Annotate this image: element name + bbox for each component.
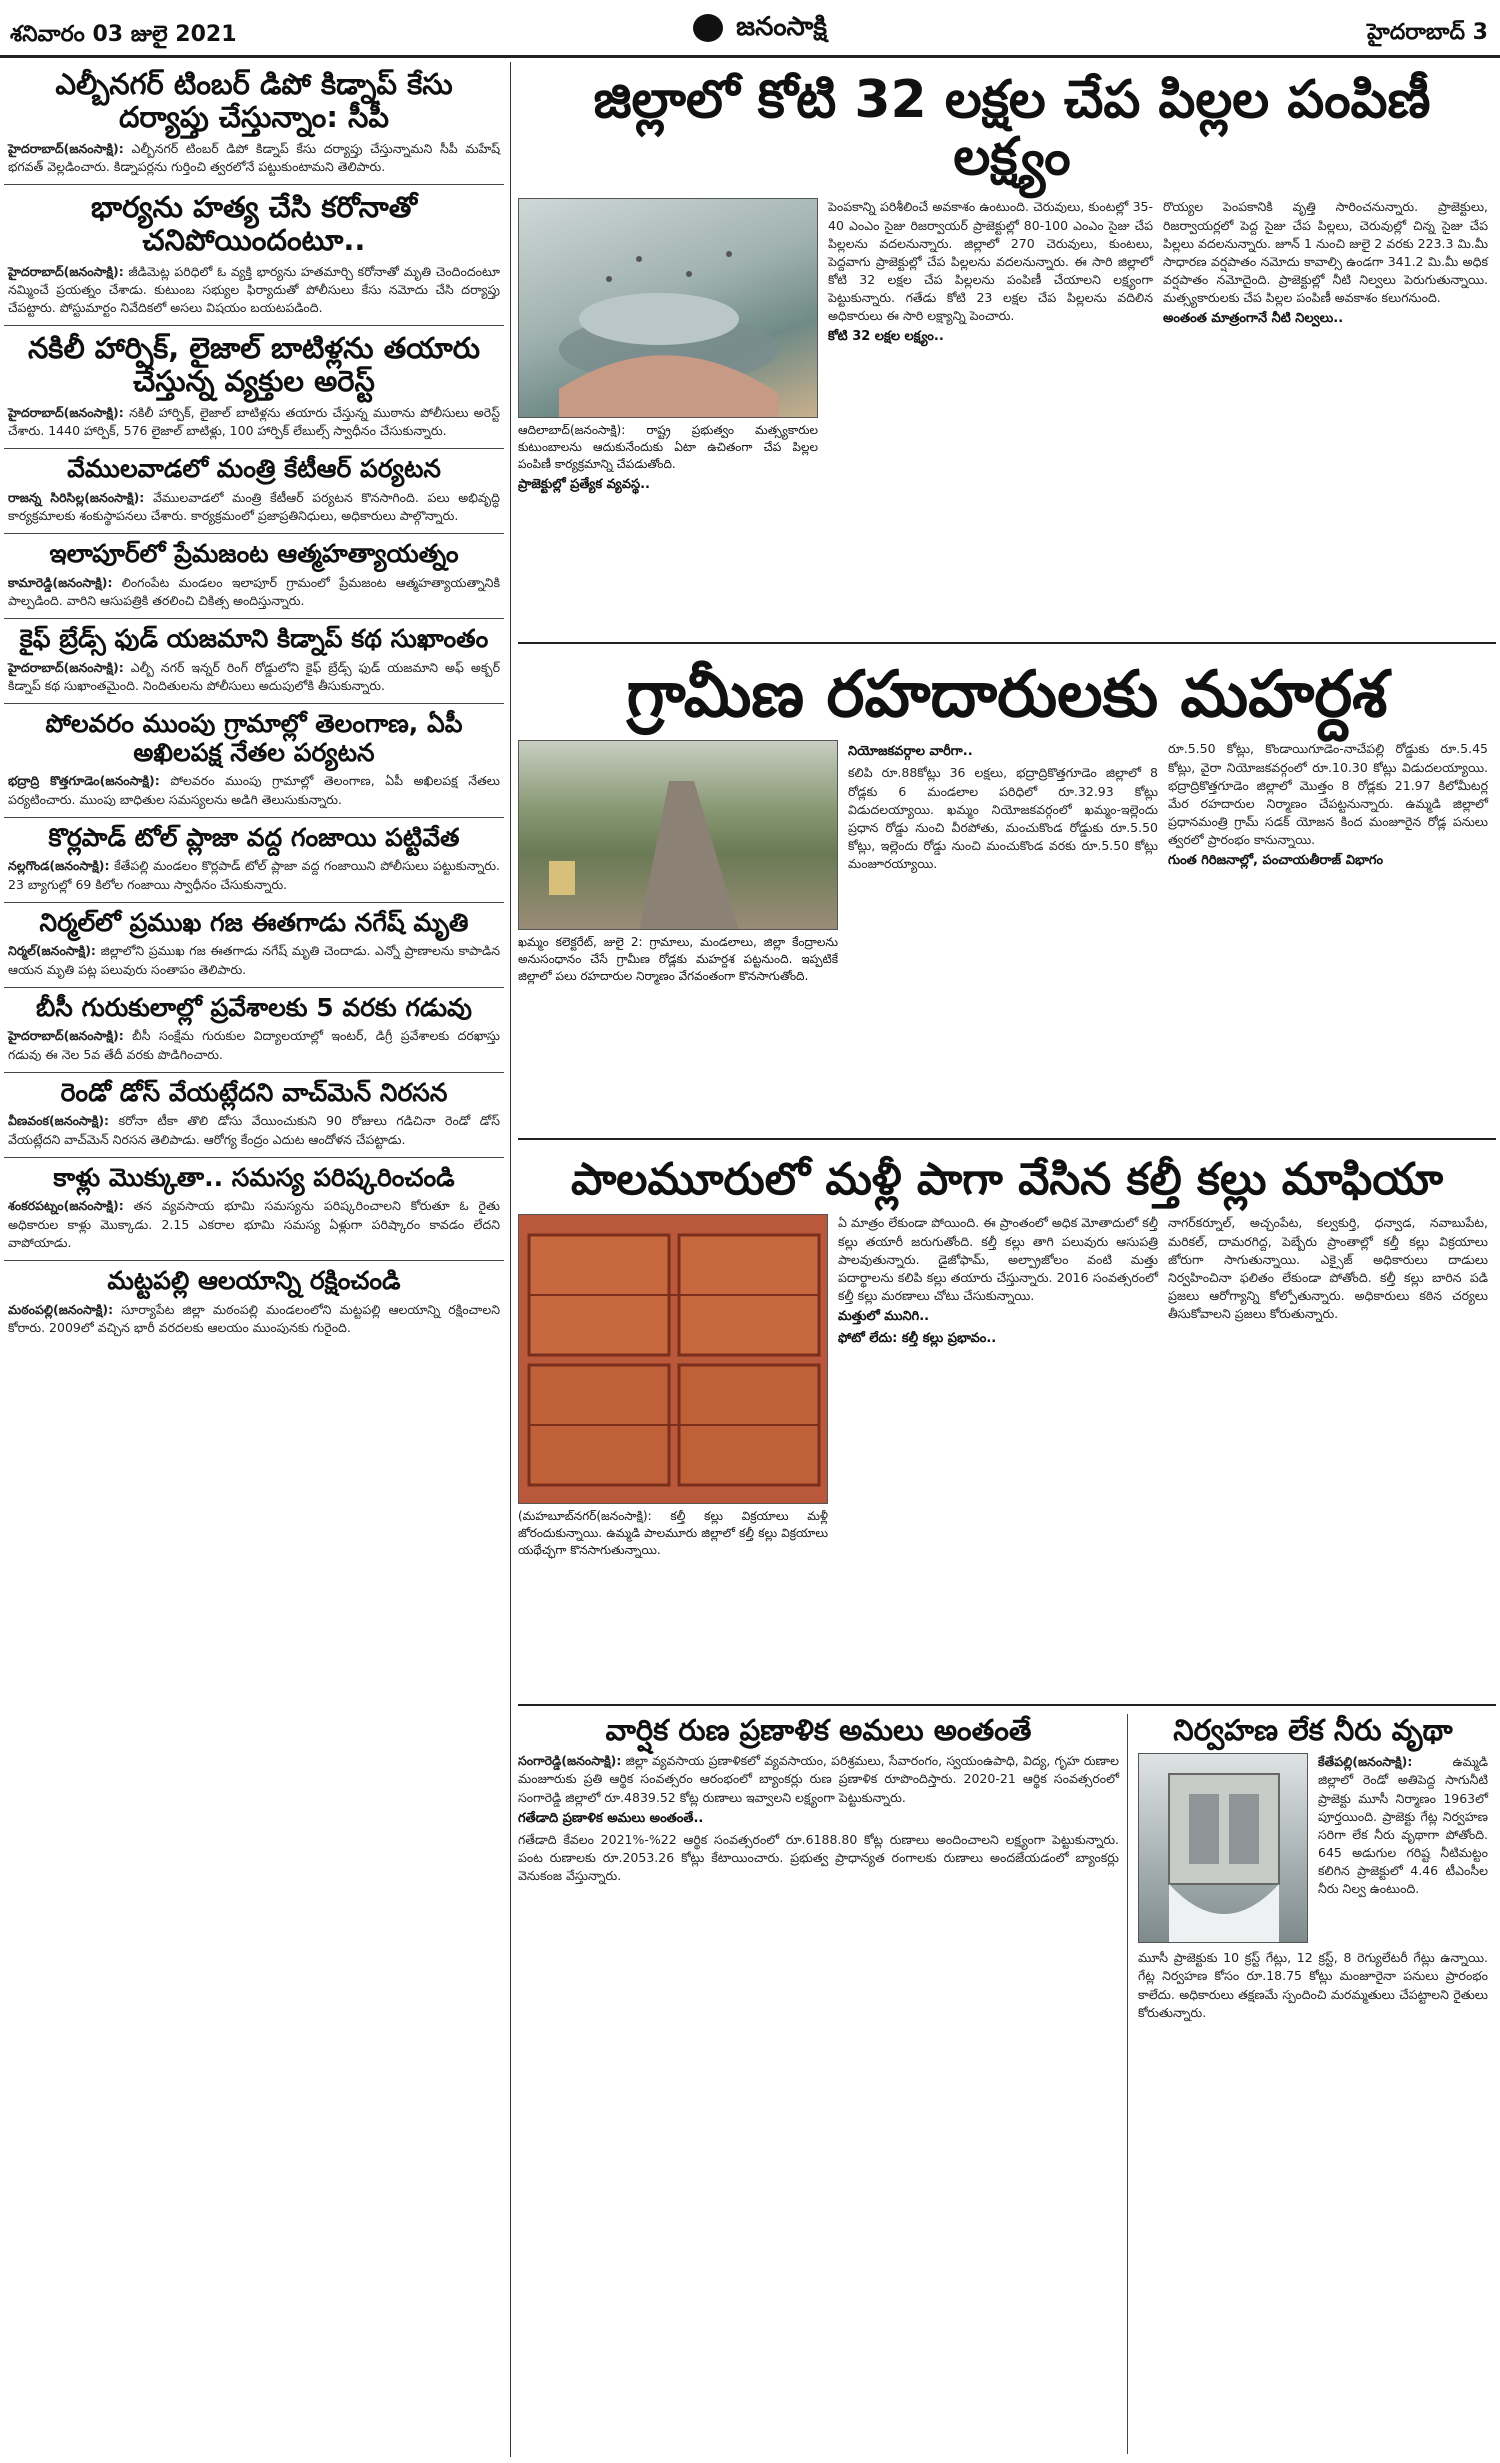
news-story [4,62,504,185]
story-body: కేతేపల్లి(జనంసాక్షి): ఉమ్మడి జిల్లాలో రెండో అతిపెద్ద సాగునీటి ప్రాజెక్టు మూసీ నిర్మాణం 1963లో పూర్తయింది. ప్రాజెక్టు గేట్ల నిర్వహణ సరిగా లేక నీరు వృథాగా పోతోంది. 645 అడుగుల గరిష్ట నీటిమట్టం కలిగిన ప్రాజెక్టులో 4.46 టీఎంసీల నీరు నిల్వ ఉంటుంది. [1318,1754,1488,1897]
fish-in-hand-icon [519,199,818,418]
news-story [4,1261,504,1345]
story-headline: వేములవాడలో మంత్రి కేటీఆర్ పర్యటన [67,453,441,483]
story-headline: కైఫ్ బ్రేడ్స్ ఫుడ్ యజమాని కిడ్నాప్ కథ సుఖాంతం [19,623,489,653]
fish-distribution-story [518,62,1496,644]
story-headline: జిల్లాలో కోటి 32 లక్షల చేప పిల్లల పంపిణీ లక్ష్యం [593,70,1431,188]
crates-icon [519,1215,828,1504]
city-page-number: హైదరాబాద్ 3 [1367,20,1488,45]
story-headline: కొర్లపాడ్ టోల్ ప్లాజా వద్ద గంజాయి పట్టివేత [48,822,460,852]
story-body: మఠంపల్లి(జనంసాక్షి): సూర్యాపేట జిల్లా మఠంపల్లి మండలంలోని మట్టపల్లి ఆలయాన్ని రక్షించాలని కోరారు. 2009లో వచ్చిన భారీ వరదలకు ఆలయం ముంపునకు గురైంది. [8,1301,500,1335]
news-story [4,1073,504,1158]
story-body: హైదరాబాద్(జనంసాక్షి): నకిలీ హార్పిక్, లైజాల్ బాటిళ్లను తయారు చేస్తున్న ముఠాను పోలీసులు అరెస్ట్ చేశారు. 1440 హార్పిక్, 576 లైజాల్ బాటిళ్లు, 100 హార్పిక్ లేబుల్స్ స్వాధీనం చేసుకున్నారు. [8,404,500,438]
left-news-column [4,62,511,2457]
story-headline: నకిలీ హార్పిక్, లైజాల్ బాటిళ్లను తయారు చేస్తున్న వ్యక్తుల అరెస్ట్ [27,331,481,399]
story-headline: బీసీ గురుకులాల్లో ప్రవేశాలకు 5 వరకు గడువు [35,992,473,1022]
news-story [4,818,504,903]
story-subhead: నియోజకవర్గాల వారీగా.. [848,744,973,760]
story-column-text: నాగర్‌కర్నూల్, అచ్చంపేట, కల్వకుర్తి, ధన్వాడ, నవాబుపేట, మరికల్, దామరగిద్ద, పెబ్బేరు ప్రాంతాల్లో కల్తీ కల్లు విక్రయాలు జోరుగా సాగుతున్నాయి. ఎక్సైజ్ అధికారులు దాడులు నిర్వహించినా ఫలితం లేకుండా పోతోంది. కల్తీ కల్లు బారిన పడి ప్రజలు ఆరోగ్యాన్ని కోల్పోతున్నారు. అధికారులు కఠిన చర్యలు తీసుకోవాలని ప్రజలు కోరుతున్నారు. [1168,1215,1488,1322]
story-body: నిర్మల్(జనంసాక్షి): జిల్లాలోని ప్రముఖ గజ ఈతగాడు నగేష్ మృతి చెందాడు. ఎన్నో ప్రాణాలను కాపాడిన ఆయన మృతి పట్ల పలువురు సంతాపం తెలిపారు. [8,943,500,977]
news-story [4,1158,504,1261]
toddy-crates-photo [518,1214,828,1504]
issue-date: శనివారం 03 జులై 2021 [10,22,237,47]
news-story [4,988,504,1073]
news-story [4,449,504,534]
story-body: నల్లగొండ(జనంసాక్షి): కేతేపల్లి మండలం కొర్లపాడ్ టోల్ ప్లాజా వద్ద గంజాయిని పోలీసులు పట్టుకున్నారు. 23 బ్యాగుల్లో 69 కిలోల గంజాయి స్వాధీనం చేసుకున్నారు. [8,858,500,892]
story-column-text: గతేడాది కేవలం 2021%-%22 ఆర్థిక సంవత్సరంలో రూ.6188.80 కోట్ల రుణాలు అందించాలని లక్ష్యంగా పెట్టుకున్నారు. పంట రుణాలకు రూ.2053.26 కోట్లు కేటాయించారు. ప్రభుత్వ ప్రాధాన్యత రంగాలకు రుణాలు అందజేయడంలో బ్యాంకర్లు వెనుకంజ వేస్తున్నారు. [518,1831,1119,1883]
story-column-text: రొయ్యల పెంపకానికి వృత్తి సారించనున్నారు. ప్రాజెక్టులు, రిజర్వాయర్లలో పెద్ద సైజు చేప పిల్లలు, చెరువుల్లో చిన్న సైజు చేప పిల్లలు వదలనున్నారు. జూన్ 1 నుంచి జులై 2 వరకు 223.3 మి.మీ సాధారణ వర్షపాతం నమోదు కావాల్సి ఉండగా 341.2 మి.మీ అధిక వర్షపాతం నమోదైంది. ప్రాజెక్టుల్లో నీటి నిల్వలు పెరుగుతున్నాయి. మత్స్యకారులకు చేప పిల్లల పంపిణీ అవకాశం కలుగనుంది. [1163,199,1488,305]
story-subhead: గుంత గిరిజనాల్లో, పంచాయతీరాజ్ విభాగం [1168,853,1384,869]
story-headline: ఎల్బీనగర్ టింబర్ డిపో కిడ్నాప్ కేసు దర్యాప్తు చేస్తున్నాం: సీపీ [55,67,453,135]
story-column-text: మూసీ ప్రాజెక్టుకు 10 క్రస్ట్ గేట్లు, 12 క్రస్ట్, 8 రెగ్యులేటరీ గేట్లు ఉన్నాయి. గేట్ల నిర్వహణ కోసం రూ.18.75 కోట్లు మంజూరైనా పనులు ప్రారంభం కాలేదు. అధికారులు తక్షణమే స్పందించి మరమ్మతులు చేపట్టాలని రైతులు కోరుతున్నారు. [1138,1950,1488,2020]
story-column-text: కలిపి రూ.88కోట్లు 36 లక్షలు, భద్రాద్రికొత్తగూడెం జిల్లాలో 8 రోడ్లకు 6 మండలాల పరిధిలో రూ.32.93 కోట్లు విడుదలయ్యాయి. ఖమ్మం నియోజకవర్గంలో ఖమ్మం-ఇల్లెందు ప్రధాన రోడ్డు నుంచి వీరపోతు, మంచుకొండ రోడ్డుకు రూ.5.50 కోట్లు, ఇల్లెందు రోడ్డు నుంచి మంచుకొండ వరకు రూ.5.50 కోట్లు మంజూరయ్యాయి. [848,765,1158,872]
fish-seedlings-photo [518,198,818,418]
toddy-mafia-story [518,1146,1496,1706]
story-body: హైదరాబాద్(జనంసాక్షి): జీడిమెట్ల పరిధిలో ఓ వ్యక్తి భార్యను హతమార్చి కరోనాతో మృతి చెందిందంటూ నమ్మించే ప్రయత్నం చేశాడు. కుటుంబ సభ్యుల ఫిర్యాదుతో పోలీసులు కేసు నమోదు చేసి దర్యాప్తు చేపట్టారు. పోస్టుమార్టం నివేదికలో అసలు విషయం బయటపడింది. [8,263,500,315]
story-body: కామారెడ్డి(జనంసాక్షి): లింగంపేట మండలం ఇలాపూర్ గ్రామంలో ప్రేమజంట ఆత్మహత్యాయత్నానికి పాల్పడింది. వారిని ఆసుపత్రికి తరలించి చికిత్స అందిస్తున్నారు. [8,574,500,608]
dam-gate-icon [1139,1754,1308,1943]
story-subhead: ఫోటో లేదు: కల్తీ కల్లు ప్రభావం.. [838,1331,997,1347]
news-story [4,903,504,988]
story-body: హైదరాబాద్(జనంసాక్షి): ఎల్బీ నగర్ ఇన్నర్ రింగ్ రోడ్డులోని కైఫ్ బ్రేడ్స్ ఫుడ్ యజమాని అఫ్ అక్బర్ కిడ్నాప్ కథ సుఖాంతమైంది. నిందితులను పోలీసులు అదుపులోకి తీసుకున్నారు. [8,659,500,693]
news-story [4,185,504,326]
rural-road-photo [518,740,838,930]
story-body: భద్రాద్రి కొత్తగూడెం(జనంసాక్షి): పోలవరం ముంపు గ్రామాల్లో తెలంగాణ, ఏపీ అఖిలపక్ష నేతలు పర్యటించారు. ముంపు బాధితుల సమస్యలను అడిగి తెలుసుకున్నారు. [8,773,500,807]
news-story [4,326,504,449]
story-body: హైదరాబాద్(జనంసాక్షి): ఎల్బీనగర్ టింబర్ డిపో కిడ్నాప్ కేసు దర్యాప్తు చేస్తున్నామని సీపీ మహేష్ భగవత్ వెల్లడించారు. కిడ్నాపర్లను గుర్తించి త్వరలోనే పట్టుకుంటామని తెలిపారు. [8,140,500,174]
water-wastage-story [1138,1714,1488,2454]
story-headline: మట్టపల్లి ఆలయాన్ని రక్షించండి [107,1265,401,1295]
story-body: సంగారెడ్డి(జనంసాక్షి): జిల్లా వ్యవసాయ ప్రణాళికలో వ్యవసాయం, పరిశ్రమలు, సేవారంగం, స్వయంఉపాధి, విద్య, గృహ రుణాల మంజూరుకు ప్రతి ఆర్థిక సంవత్సరం ఆరంభంలో బ్యాంకర్లు రుణ ప్రణాళిక రూపొందిస్తారు. 2020-21 ఆర్థిక సంవత్సరంలో సంగారెడ్డి జిల్లాలో రూ.4839.52 కోట్ల రుణాలు ఇవ్వాలని లక్ష్యంగా పెట్టుకున్నారు. [518,1753,1119,1805]
credit-plan-story [518,1714,1128,2454]
rural-roads-story [518,650,1496,1140]
road-icon [519,741,838,930]
story-subhead: కోటి 32 లక్షల లక్ష్యం.. [828,329,944,345]
newspaper-logo-icon [693,14,723,42]
story-subhead: అంతంత మాత్రంగానే నీటి నిల్వలు.. [1163,311,1344,327]
story-subhead: మత్తులో మునిగి.. [838,1309,930,1325]
story-column-text: పెంపకాన్ని పరిశీలించే అవకాశం ఉంటుంది. చెరువులు, కుంటల్లో 35-40 ఎంఎం సైజు రిజర్వాయర్ ప్రాజెక్టుల్లో 80-100 ఎంఎం సైజు చేప పిల్లలను వదలనున్నారు. జిల్లాలో 270 చెరువులు, కుంటలు, పెద్దవాగు ప్రాజెక్టుల్లో చేప పిల్లలను వదలనున్నారు. ఈ సారి జిల్లాలో కోటి 32 లక్షల చేప పిల్లలను పంపిణీ చేయాలని లక్ష్యంగా పెట్టుకున్నారు. గతేడు కోటి 23 లక్షల చేప పిల్లలను వదిలిన అధికారులు ఈ సారి లక్ష్యాన్ని పెంచారు. [828,199,1153,324]
photo-caption: ఆదిలాబాద్(జనంసాక్షి): రాష్ట్ర ప్రభుత్వం మత్స్యకారుల కుటుంబాలను ఆదుకునేందుకు ఏటా ఉచితంగా చేప పిల్లల పంపిణీ కార్యక్రమాన్ని చేపడుతోంది. [518,423,818,471]
dam-gates-photo [1138,1753,1308,1943]
story-headline: కాళ్లు మొక్కుతా.. సమస్య పరిష్కరించండి [53,1162,455,1192]
news-story [4,704,504,818]
news-story [4,534,504,619]
story-headline: పోలవరం ముంపు గ్రామాల్లో తెలంగాణ, ఏపీ అఖిలపక్ష నేతల పర్యటన [45,708,463,767]
masthead [0,0,1500,58]
story-headline: నిర్వహణ లేక నీరు వృథా [1173,1713,1453,1747]
story-column-text: రూ.5.50 కోట్లు, కొండాయిగూడెం-నాచేపల్లి రోడ్డుకు రూ.5.45 కోట్లు, వైరా నియోజకవర్గంలో రూ.10.30 కోట్లు విడుదలయ్యాయి. భద్రాద్రికొత్తగూడెం జిల్లాలో మొత్తం 8 రోడ్లకు 21.97 కిలోమీటర్ల మేర రహదారుల నిర్మాణం చేపట్టనున్నారు. ఉమ్మడి జిల్లాలో ప్రధానమంత్రి గ్రామ్ సడక్ యోజన కింద మంజూరైన రోడ్ల పనులు త్వరలో ప్రారంభం కానున్నాయి. [1168,741,1488,848]
news-story [4,619,504,704]
main-news-area [518,62,1496,2457]
story-headline: నిర్మల్‌లో ప్రముఖ గజ ఈతగాడు నగేష్ మృతి [39,907,469,937]
story-headline: పాలమూరులో మళ్లీ పాగా వేసిన కల్తీ కల్లు మాఫియా [570,1154,1444,1205]
story-body: రాజన్న సిరిసిల్ల(జనంసాక్షి): వేములవాడలో మంత్రి కేటీఆర్ పర్యటన కొనసాగింది. పలు అభివృద్ధి కార్యక్రమాలకు శంకుస్థాపనలు చేశారు. కార్యక్రమంలో ప్రజాప్రతినిధులు, అధికారులు పాల్గొన్నారు. [8,489,500,523]
story-headline: ఇలాపూర్‌లో ప్రేమజంట ఆత్మహత్యాయత్నం [49,538,459,568]
newspaper-brand [650,12,870,48]
story-body: శంకరపట్నం(జనంసాక్షి): తన వ్యవసాయ భూమి సమస్యను పరిష్కరించాలని కోరుతూ ఓ రైతు అధికారుల కాళ్లు మొక్కాడు. 2.15 ఎకరాల భూమి సమస్య ఏళ్లుగా పరిష్కారం కావడం లేదని వాపోయాడు. [8,1198,500,1250]
story-subhead: ప్రాజెక్టుల్లో ప్రత్యేక వ్యవస్థ.. [518,476,650,492]
story-subhead: గతేడాది ప్రణాళిక అమలు అంతంతే.. [518,1810,704,1826]
story-headline: గ్రామీణ రహదారులకు మహర్దశ [626,658,1388,732]
photo-caption: ఖమ్మం కలెక్టరేట్, జులై 2: గ్రామాలు, మండలాలు, జిల్లా కేంద్రాలను అనుసంధానం చేసే గ్రామీణ రోడ్లకు మహర్దశ పట్టనుంది. ఇప్పటికే జిల్లాలో పలు రహదారుల నిర్మాణం వేగవంతంగా కొనసాగుతోంది. [518,935,838,983]
story-headline: వార్షిక రుణ ప్రణాళిక అమలు అంతంతే [605,1713,1032,1747]
story-body: హైదరాబాద్(జనంసాక్షి): బీసీ సంక్షేమ గురుకుల విద్యాలయాల్లో ఇంటర్, డిగ్రీ ప్రవేశాలకు దరఖాస్తు గడువు ఈ నెల 5వ తేదీ వరకు పొడిగించారు. [8,1028,500,1062]
photo-caption: (మహబూబ్‌నగర్‌(జనంసాక్షి): కల్తీ కల్లు విక్రయాలు మళ్లీ జోరందుకున్నాయి. ఉమ్మడి పాలమూరు జిల్లాలో కల్తీ కల్లు విక్రయాలు యథేచ్ఛగా కొనసాగుతున్నాయి. [518,1509,828,1557]
story-body: వీణవంక(జనంసాక్షి): కరోనా టీకా తొలి డోసు వేయించుకుని 90 రోజులు గడిచినా రెండో డోస్ వేయట్లేదని వాచ్‌మెన్ నిరసన తెలిపాడు. ఆరోగ్య కేంద్రం ఎదుట ఆందోళన చేపట్టాడు. [8,1113,500,1147]
story-headline: రెండో డోస్ వేయట్లేదని వాచ్‌మెన్ నిరసన [60,1077,448,1107]
newspaper-name: జనంసాక్షి [736,12,827,42]
story-headline: భార్యను హత్య చేసి కరోనాతో చనిపోయిందంటూ.. [90,189,418,258]
story-column-text: ఏ మాత్రం లేకుండా పోయింది. ఈ ప్రాంతంలో అధిక మోతాదులో కల్తీ కల్లు తయారీ జరుగుతోంది. కల్తీ కల్లు తాగి పలువురు ఆసుపత్రి పాలవుతున్నారు. డైజోఫామ్, అల్ప్రాజోలం వంటి మత్తు పదార్థాలను కలిపి కల్లు తయారు చేస్తున్నారు. 2016 సంవత్సరంలో కల్తీ కల్లు మరణాలు చోటు చేసుకున్నాయి. [838,1215,1158,1303]
